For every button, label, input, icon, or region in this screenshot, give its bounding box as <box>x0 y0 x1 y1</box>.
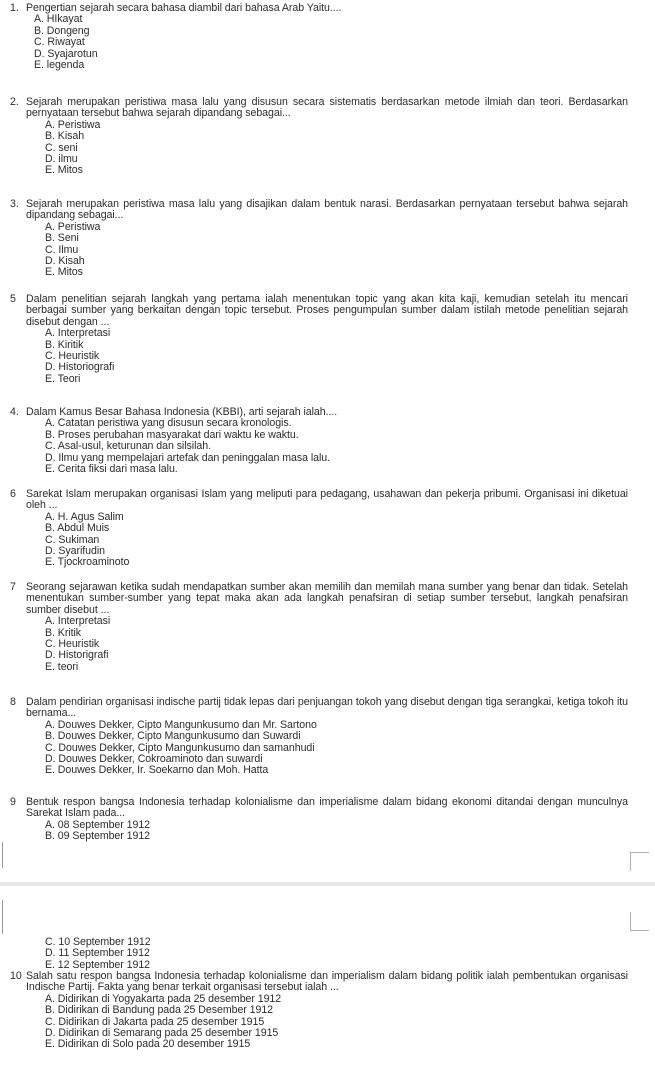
question-number: 3. <box>10 198 19 210</box>
question-text: Seorang sejarawan ketika sudah mendapatkan sumber akan memilih dan memilah mana sumber yang benar dan tidak. Setelah menentukan sumber-sumber yang tepat maka akan ada langkah penafsiran di setiap sumber tersebut, langkah penafsiran sumber disebut ... <box>26 581 628 616</box>
page-edge-mark <box>2 842 3 868</box>
option: A. Douwes Dekker, Cipto Mangunkusumo dan Mr. Sartono <box>45 718 317 731</box>
option: E. teori <box>45 660 79 673</box>
option: E. Cerita fiksi dari masa lalu. <box>45 463 178 476</box>
option: B. Didirikan di Bandung pada 25 Desember 1912 <box>45 1004 274 1017</box>
option: D. Historigrafi <box>45 649 109 662</box>
option: E. Mitos <box>45 164 83 177</box>
question-number: 2. <box>10 96 19 108</box>
option: B. Kisah <box>45 130 85 143</box>
question-9 <box>10 797 628 843</box>
option-list <box>10 222 628 279</box>
option: C. Sukiman <box>45 533 100 546</box>
option: A. Interpretasi <box>45 615 111 628</box>
option: C. seni <box>45 141 78 154</box>
option: D. 11 September 1912 <box>45 947 150 960</box>
question-3 <box>10 199 628 279</box>
option: D. Syarifudin <box>45 545 105 558</box>
option-list <box>10 512 628 569</box>
option-list <box>10 418 628 475</box>
option: A. Peristiwa <box>45 118 101 131</box>
option: E. Teori <box>45 372 81 385</box>
option: D. ilmu <box>45 153 78 166</box>
option: B. Seni <box>45 232 79 245</box>
question-7 <box>10 582 628 673</box>
option: A. 08 September 1912 <box>45 818 151 831</box>
question-10 <box>10 971 628 1051</box>
option-list <box>10 820 628 843</box>
option-list <box>10 720 628 777</box>
question-number: 5 <box>10 293 16 305</box>
option: B. Douwes Dekker, Cipto Mangunkusumo dan Suwardi <box>45 730 301 743</box>
option: E. Tjockroaminoto <box>45 556 130 569</box>
question-text: Sejarah merupakan peristiwa masa lalu yang disusun secara sistematis berdasarkan metode ilmiah dan teori. Berdasarkan pernyataan tersebut bahwa sejarah dipandang sebagai... <box>26 96 628 120</box>
question-text: Sejarah merupakan peristiwa masa lalu yang disajikan dalam bentuk narasi. Berdasarkan pernyataan tersebut bahwa sejarah dipandang sebagai... <box>26 198 628 222</box>
option: C. 10 September 1912 <box>45 936 151 948</box>
option: E. Didirikan di Solo pada 20 desember 1915 <box>45 1038 251 1051</box>
option: D. Ilmu yang mempelajari artefak dan peninggalan masa lalu. <box>45 451 331 464</box>
option-list <box>10 120 628 177</box>
question-5 <box>10 294 628 385</box>
question-number: 6 <box>10 488 16 500</box>
question-number: 10 <box>10 970 22 982</box>
option: D. Syajarotun <box>34 47 98 60</box>
option-list <box>10 328 628 385</box>
question-number: 1. <box>10 2 19 14</box>
crop-corner-mark <box>630 852 649 871</box>
option-list <box>10 994 628 1051</box>
question-text: Dalam penelitian sejarah langkah yang pertama ialah menentukan topic yang akan kita kaji, kemudian setelah itu mencari berbagai sumber yang berkaitan dengan topic tersebut. Proses pengumpulan sumber dalam istilah metode penelitian sejarah disebut dengan ... <box>26 293 628 328</box>
option: B. Kritik <box>45 626 82 639</box>
option: A. Peristiwa <box>45 220 101 233</box>
option: E. Douwes Dekker, Ir. Soekarno dan Moh. Hatta <box>45 764 269 777</box>
option: A. Interpretasi <box>45 327 111 340</box>
option: B. Dongeng <box>34 24 90 37</box>
question-number: 7 <box>10 581 16 593</box>
question-text: Sarekat Islam merupakan organisasi Islam yang meliputi para pedagang, usahawan dan pekerja pribumi. Organisasi ini diketuai oleh ... <box>26 488 628 512</box>
page-edge-mark <box>2 900 3 934</box>
option: B. 09 September 1912 <box>45 830 151 843</box>
option: B. Kiritik <box>45 338 84 351</box>
option: C. Asal-usul, keturunan dan silsilah. <box>45 440 211 453</box>
question-2 <box>10 97 628 177</box>
crop-corner-mark <box>630 912 649 931</box>
question-8 <box>10 697 628 777</box>
option: A. Didirikan di Yogyakarta pada 25 desember 1912 <box>45 992 282 1005</box>
question-text: Salah satu respon bangsa Indonesia terhadap kolonialisme dan imperialism dalam bidang politik ialah pembentukan organisasi Indische Partij. Fakta yang benar terkait organisasi tersebut ialah ... <box>26 970 628 994</box>
question-text: Dalam pendirian organisasi indische partij tidak lepas dari penjuangan tokoh yang disebut dengan tiga serangkai, ketiga tokoh itu bernama... <box>26 696 628 720</box>
option: C. Heuristik <box>45 638 100 651</box>
option: D. Historiografi <box>45 361 115 374</box>
question-6 <box>10 489 628 569</box>
page-separator <box>0 882 655 886</box>
option: A. HIkayat <box>34 13 83 26</box>
option: C. Heuristik <box>45 350 100 363</box>
option-list <box>10 937 628 971</box>
question-1 <box>10 3 628 71</box>
option: C. Riwayat <box>34 36 85 49</box>
option-list <box>10 616 628 673</box>
option: B. Abdul Muis <box>45 522 110 535</box>
option: E. legenda <box>34 59 85 72</box>
question-text: Pengertian sejarah secara bahasa diambil dari bahasa Arab Yaitu.... <box>26 2 342 14</box>
option: C. Ilmu <box>45 243 79 256</box>
option: A. Catatan peristiwa yang disusun secara kronologis. <box>45 417 292 430</box>
question-number: 8 <box>10 696 16 708</box>
option: D. Douwes Dekker, Cokroaminoto dan suwardi <box>45 753 263 766</box>
option: C. Didirikan di Jakarta pada 25 desember 1915 <box>45 1015 265 1028</box>
question-4 <box>10 407 628 475</box>
question-text: Dalam Kamus Besar Bahasa Indonesia (KBBI), arti sejarah ialah.... <box>26 406 338 418</box>
option: C. Douwes Dekker, Cipto Mangunkusumo dan samanhudi <box>45 741 315 754</box>
option: A. H. Agus Salim <box>45 510 124 523</box>
option: B. Proses perubahan masyarakat dari waktu ke waktu. <box>45 428 299 441</box>
question-number: 4. <box>10 406 19 418</box>
question-text: Bentuk respon bangsa Indonesia terhadap kolonialisme dan imperialisme dalam bidang ekonomi ditandai dengan munculnya Sarekat Islam pada... <box>26 796 628 820</box>
option-list <box>10 14 628 71</box>
question-number: 9 <box>10 796 16 808</box>
question-9-continued <box>10 937 628 971</box>
option: E. 12 September 1912 <box>45 958 151 971</box>
option: D. Kisah <box>45 255 85 268</box>
option: E. Mitos <box>45 266 83 279</box>
option: D. Didirikan di Semarang pada 25 desember 1915 <box>45 1027 279 1040</box>
